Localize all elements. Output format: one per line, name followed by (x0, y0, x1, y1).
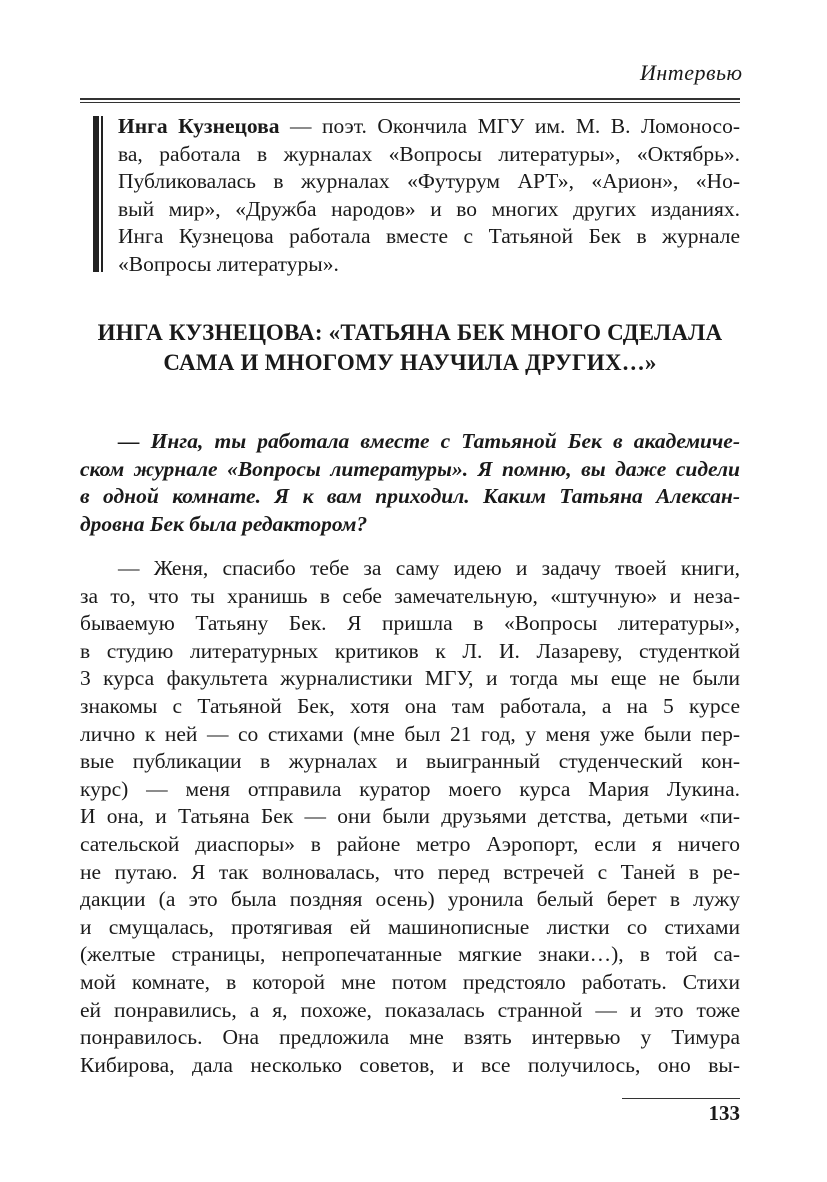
bio-line: ва, работала в журналах «Вопросы литературы», «Октябрь». (118, 141, 740, 166)
bio-sidebar-bar-thin (101, 116, 103, 272)
bio-line: Инга Кузнецова — поэт. Окончила МГУ им. М. В. Ломоносо- (118, 114, 741, 138)
answer-line: лично к ней — со стихами (мне был 21 год, у меня уже были пер- (80, 721, 740, 746)
question-line: в одной комнате. Я к вам приходил. Каким Татьяна Алексан- (80, 484, 740, 508)
header-rule-thick (80, 98, 740, 100)
answer-line: Кибирова, дала несколько советов, и все получилось, оно вы- (80, 1052, 740, 1077)
footer-rule (622, 1098, 740, 1099)
bio-line: Публиковалась в журналах «Футурум АРТ», «Арион», «Но- (118, 169, 740, 194)
bio-author-name: Инга Кузнецова (118, 114, 280, 138)
answer-line: мой комнате, в которой мне потом предстояло работать. Стихи (80, 969, 740, 994)
answer-line: и смущалась, протягивая ей машинописные листки со стихами (80, 914, 740, 939)
bio-line: Инга Кузнецова работала вместе с Татьяной Бек в журнале (118, 224, 740, 249)
question-line: ском журнале «Вопросы литературы». Я помню, вы даже сидели (80, 456, 740, 481)
author-bio (118, 113, 740, 279)
answer-line: — Женя, спасибо тебе за саму идею и задачу твоей книги, (118, 556, 740, 580)
bio-sidebar-bar (93, 116, 99, 272)
interview-question (80, 428, 740, 538)
answer-line: понравилось. Она предложила мне взять интервью у Тимура (80, 1025, 740, 1050)
running-head: Интервью (640, 60, 743, 85)
article-title (80, 318, 740, 378)
interview-answer (80, 555, 740, 1079)
bio-line: вый мир», «Дружба народов» и во многих других изданиях. (118, 196, 740, 221)
answer-line: в студию литературных критиков к Л. И. Лазареву, студенткой (80, 638, 740, 663)
answer-line: ей понравились, а я, похоже, показалась странной — и это тоже (80, 997, 740, 1022)
answer-line: за то, что ты хранишь в себе замечательную, «штучную» и неза- (80, 583, 740, 608)
answer-line: курс) — меня отправила куратор моего курса Мария Лукина. (80, 776, 740, 801)
answer-line: вые публикации в журналах и выигранный студенческий кон- (80, 749, 740, 774)
page-number: 133 (708, 1101, 740, 1125)
answer-line: сательской диаспоры» в районе метро Аэропорт, если я ничего (80, 831, 740, 856)
bio-line: «Вопросы литературы». (118, 251, 339, 276)
title-line-2: САМА И МНОГОМУ НАУЧИЛА ДРУГИХ…» (163, 350, 657, 375)
title-line-1: ИНГА КУЗНЕЦОВА: «ТАТЬЯНА БЕК МНОГО СДЕЛАЛА (97, 320, 723, 345)
answer-line: дакции (а это была поздняя осень) уронила белый берет в лужу (80, 887, 740, 912)
header-rule-thin (80, 102, 740, 103)
answer-line: (желтые страницы, непропечатанные мягкие знаки…), в той са- (80, 942, 740, 967)
answer-line: знакомы с Татьяной Бек, хотя она там работала, а на 5 курсе (80, 693, 740, 718)
answer-line: не путаю. Я так волновалась, что перед встречей с Таней в ре- (80, 859, 740, 884)
answer-line: 3 курса факультета журналистики МГУ, и тогда мы еще не были (80, 666, 740, 691)
question-line: — Инга, ты работала вместе с Татьяной Бек в академиче- (118, 429, 740, 453)
answer-line: бываемую Татьяну Бек. Я пришла в «Вопросы литературы», (80, 611, 740, 636)
answer-line: И она, и Татьяна Бек — они были друзьями детства, детьми «пи- (80, 804, 740, 829)
question-line: дровна Бек была редактором? (80, 511, 368, 536)
